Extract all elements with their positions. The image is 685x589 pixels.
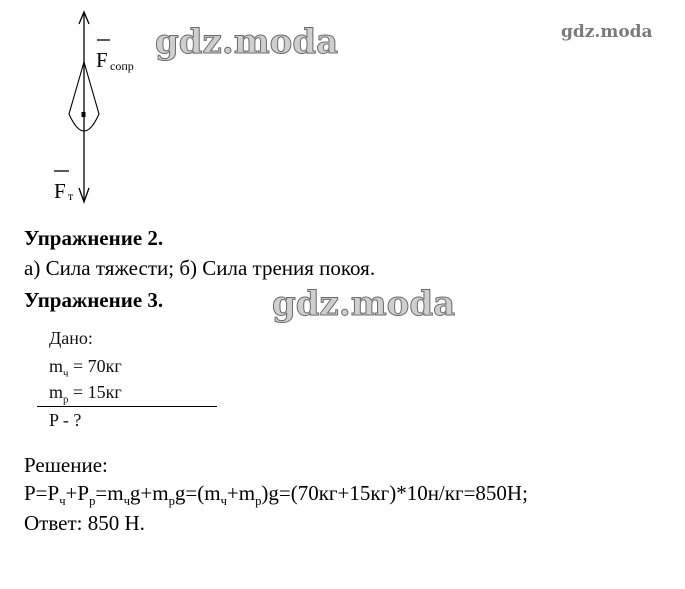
exercise-2-answer: а) Сила тяжести; б) Сила трения покоя. xyxy=(24,256,376,280)
formula-segment: =m xyxy=(95,481,124,505)
solution-formula xyxy=(24,481,528,509)
exercise-3-heading: Упражнение 3. xyxy=(24,288,164,312)
formula-subscript: ч xyxy=(59,494,66,509)
formula-subscript: р xyxy=(255,494,262,509)
label-f-gravity-sub: т xyxy=(68,189,74,203)
given-mass-backpack: $m_р = 15кг$ xyxy=(49,382,122,406)
label-f-resistance-sub: сопр xyxy=(110,59,134,73)
formula-subscript: ч xyxy=(220,494,227,509)
watermark-corner: gdz.moda xyxy=(561,22,653,42)
formula-segment: )g=(70кг+15кг)*10н/кг=850Н; xyxy=(261,481,528,505)
formula-segment: +P xyxy=(65,481,90,505)
watermark-top: gdz.moda xyxy=(155,22,339,62)
center-of-mass-dot xyxy=(82,112,86,117)
exercise-2-heading: Упражнение 2. xyxy=(24,226,164,250)
given-title: Дано: xyxy=(49,328,93,348)
given-divider xyxy=(37,406,217,407)
formula-subscript: ч xyxy=(123,494,130,509)
formula-subscript: р xyxy=(168,494,175,509)
formula-subscript: р xyxy=(89,494,96,509)
force-diagram xyxy=(30,0,170,215)
label-f-resistance: F xyxy=(96,48,108,72)
given-mass-person: $m_ч = 70кг$ xyxy=(49,356,122,380)
final-answer: Ответ: 850 Н. xyxy=(24,511,145,535)
formula-segment: P=P xyxy=(24,481,60,505)
formula-segment: g=(m xyxy=(174,481,221,505)
find-weight: P - ? xyxy=(49,410,82,430)
solution-label: Решение: xyxy=(24,453,108,477)
formula-segment: +m xyxy=(226,481,256,505)
watermark-middle: gdz.moda xyxy=(272,284,456,324)
label-f-gravity: F xyxy=(54,179,66,203)
formula-segment: g+m xyxy=(129,481,169,505)
